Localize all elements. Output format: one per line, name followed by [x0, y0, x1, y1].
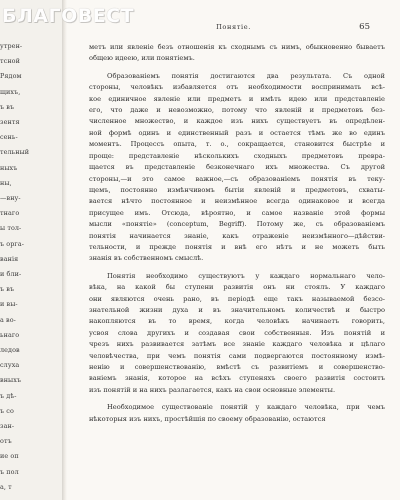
left-page-fragment: зентя	[0, 118, 20, 126]
text-line: численное множество, и каждое изъ нихъ существуетъ въ опредѣлен-	[89, 117, 385, 126]
text-line: метъ или явленіе безъ отношенія къ сходнымъ съ нимъ, обыкновенно бываетъ общею идеею, или понятіемъ.	[89, 43, 385, 63]
text-line: человѣчества, при чемъ понятія сами подвергаются постоянному измѣ-	[89, 351, 385, 360]
left-page-fragment: утрен-	[0, 42, 23, 50]
text-line: тельности, и прежде понятія и внѣ его нѣтъ и не можетъ быть	[89, 242, 385, 251]
left-page-fragment: щихъ,	[0, 87, 21, 96]
left-page-fragment: ъ дѣ-	[0, 391, 17, 400]
left-page-fragment: отъ	[0, 437, 12, 446]
left-page-fragment: ы тол-	[0, 224, 22, 233]
text-line: вѣка, на какой бы ступени развитія онъ ни стоялъ. У каждаго	[89, 283, 385, 292]
left-page	[0, 0, 62, 500]
text-line: Образованіемъ понятія достигаются два результата. Съ одной	[107, 71, 385, 80]
left-page-fragment: ны,	[0, 178, 12, 187]
left-page-fragment: ъ пол	[0, 467, 19, 476]
running-head-title: Понятіе.	[216, 23, 251, 31]
left-page-fragment: ьнаго	[0, 330, 20, 339]
left-page-fragment: ледов	[0, 346, 20, 354]
body-text	[89, 42, 385, 425]
text-line: стороны,—и это самое важное,—съ образованіемъ понятія въ теку-	[89, 174, 385, 183]
paragraph	[89, 402, 385, 425]
left-page-fragment: ъ со	[0, 406, 14, 415]
left-page-fragment: ъ орга-	[0, 239, 25, 248]
left-page-fragment: ъ въ	[0, 285, 15, 294]
text-line: Понятія необходимо существуютъ у каждаго нормальнаго чело-	[107, 271, 385, 280]
watermark-logo: БЛАГОВЕСТ	[2, 5, 135, 27]
text-line: ной формѣ одинъ и единственный разъ и остается тѣмъ же во единъ	[89, 128, 385, 137]
paragraph	[89, 71, 385, 265]
text-line: кое единичное явленіе или предметъ и имѣть идею или представленіе	[89, 94, 385, 103]
text-line: вается нѣчто постоянное и неизмѣнное всегда одинаковое и всегда	[89, 197, 385, 206]
left-page-fragment: тельный	[0, 148, 30, 157]
left-page-fragment: а во-	[0, 315, 16, 324]
text-line: его, что даже и невозможно, потому что явленій и предметовъ без-	[89, 106, 385, 115]
left-page-fragment: ие оп	[0, 452, 19, 461]
left-page-fragment: ъ въ	[0, 102, 15, 111]
page-number: 65	[359, 22, 370, 32]
text-line: мысли «понятіе» (conceptum, Begriff). Потому же, съ образованіемъ	[89, 220, 385, 229]
text-line: чрезъ нихъ развивается затѣмъ все знаніе каждаго человѣка и цѣлаго	[89, 340, 385, 349]
left-page-fragment: —вну-	[0, 194, 21, 202]
left-page-fragment: тнаго	[0, 209, 20, 218]
left-page-fragment: ванія	[0, 254, 19, 263]
text-line: ненію и совершенствованію, вмѣстѣ съ развитіемъ и совершенство-	[89, 363, 385, 371]
text-line: стороны, человѣкъ избавляется отъ необходимости воспринимать всѣ-	[89, 83, 385, 92]
right-page	[67, 0, 400, 500]
left-page-fragment: слуха	[0, 361, 20, 370]
text-line: усвоя слова другихъ и создавая свои собственныя. Изъ понятій и	[89, 328, 385, 337]
text-line: накопляются въ то время, когда человѣкъ начинаетъ говорить,	[89, 317, 385, 326]
paragraph	[89, 271, 385, 396]
left-page-fragment: тсной	[0, 57, 20, 66]
left-page-fragment: зан-	[0, 422, 15, 430]
text-line: щемъ, постоянно измѣнчивомъ бытіи явленій и предметовъ, схваты-	[89, 185, 385, 194]
left-page-fragment: Рядом	[0, 72, 22, 81]
text-line: знанія въ собственномъ смыслѣ.	[89, 254, 204, 263]
text-line: моментъ. Процессъ опыта, т. о., сокращается, становится быстрѣе и	[89, 140, 385, 149]
text-line: Необходимое существованіе понятій у каждаго человѣка, при чемъ	[107, 403, 385, 412]
text-line: нѣкоторыя изъ нихъ, простѣйшія по своему образованію, остаются	[89, 414, 326, 423]
paragraph	[89, 42, 385, 65]
left-page-fragment: а, т	[0, 482, 12, 491]
left-page-fragment: вныхъ	[0, 376, 22, 385]
text-line: они являются очень рано, въ періодѣ еще такъ называемой безсо-	[89, 294, 385, 303]
left-page-fragment: и вы-	[0, 300, 18, 309]
text-line: проще: представленіе нѣсколькихъ сходныхъ предметовъ превра-	[89, 151, 385, 160]
left-page-fragment: и бли-	[0, 270, 22, 278]
text-line: присущее имъ. Отсюда, вѣроятно, и самое названіе этой формы	[89, 208, 385, 217]
left-page-fragment: сень-	[0, 133, 18, 142]
text-line: щается въ представленіе безконечнаго ихъ множества. Съ другой	[89, 163, 385, 172]
text-line: понятія начинается знаніе, какъ отраженіе неизмѣнного—дѣйстви-	[89, 231, 385, 240]
text-line: знательной жизни духа и въ значительномъ количествѣ и быстро	[89, 305, 385, 314]
text-line: изъ понятій и на нихъ разлагается, какъ на свои основные элементы.	[89, 385, 336, 394]
text-line: ваніемъ знанія, которое на всѣхъ ступеняхъ своего развитія состоитъ	[89, 374, 385, 383]
left-page-fragment: ныхъ	[0, 163, 18, 172]
